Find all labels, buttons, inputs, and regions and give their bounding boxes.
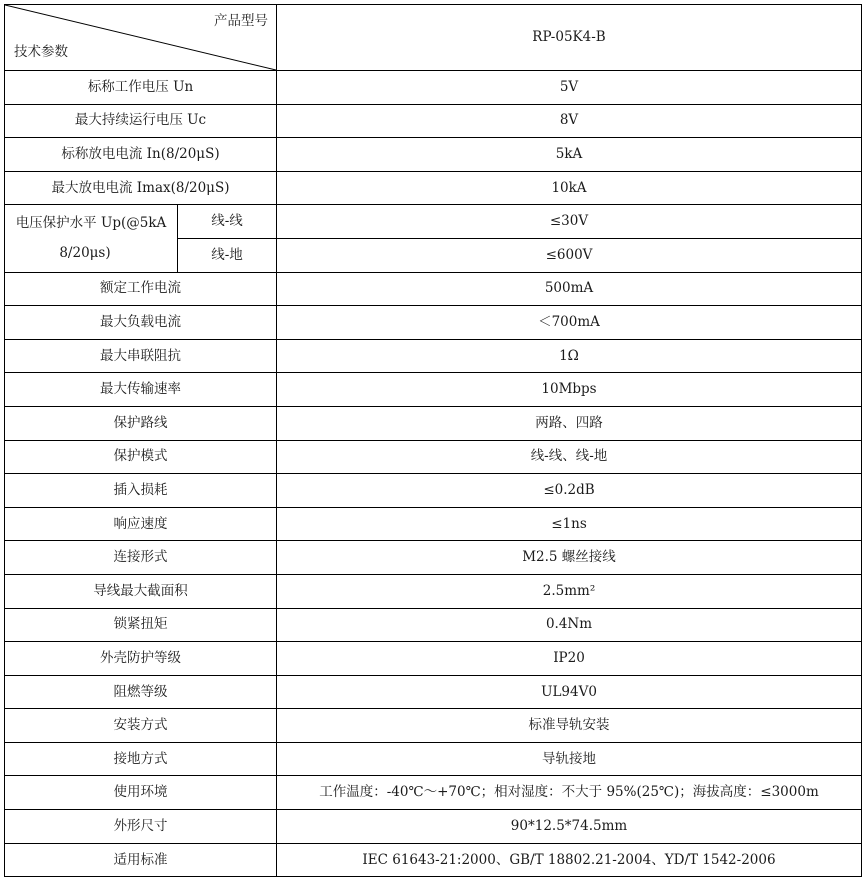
table-row	[5, 71, 862, 105]
param-value: IEC 61643-21:2000、GB/T 18802.21-2004、YD/T 1542-2006	[277, 843, 862, 877]
param-name: 连接形式	[5, 541, 277, 575]
table-row	[5, 541, 862, 575]
param-value: IP20	[277, 642, 862, 676]
table-row	[5, 574, 862, 608]
param-value: M2.5 螺丝接线	[277, 541, 862, 575]
table-row	[5, 709, 862, 743]
param-name: 最大放电电流 Imax(8/20μS)	[5, 171, 277, 205]
table-row	[5, 474, 862, 508]
param-name: 最大持续运行电压 Uc	[5, 104, 277, 138]
param-name: 锁紧扭矩	[5, 608, 277, 642]
table-row	[5, 440, 862, 474]
table-row	[5, 843, 862, 877]
param-value: 工作温度：-40℃～+70℃；相对湿度：不大于 95%(25℃)；海拔高度：≤3000m	[277, 776, 862, 810]
param-value: 10kA	[277, 171, 862, 205]
protection-level-label-line2: 8/20μs)	[59, 245, 111, 262]
param-name: 最大串联阻抗	[5, 339, 277, 373]
table-row	[5, 138, 862, 172]
param-value: 90*12.5*74.5mm	[277, 810, 862, 844]
param-value: 1Ω	[277, 339, 862, 373]
param-name: 响应速度	[5, 507, 277, 541]
param-value: ≤600V	[277, 238, 862, 272]
table-row	[5, 810, 862, 844]
param-value: 2.5mm²	[277, 574, 862, 608]
param-value: 5V	[277, 71, 862, 105]
param-value: 8V	[277, 104, 862, 138]
table-row	[5, 373, 862, 407]
param-name: 最大负载电流	[5, 306, 277, 340]
table-row	[5, 642, 862, 676]
table-row	[5, 171, 862, 205]
protection-level-row	[5, 205, 862, 239]
param-name: 标称放电电流 In(8/20μS)	[5, 138, 277, 172]
table-row	[5, 675, 862, 709]
model-cell: RP-05K4-B	[277, 5, 862, 71]
param-name: 接地方式	[5, 742, 277, 776]
table-row	[5, 742, 862, 776]
table-row	[5, 776, 862, 810]
param-name: 保护模式	[5, 440, 277, 474]
diagonal-header-cell	[5, 5, 277, 71]
param-value: 导轨接地	[277, 742, 862, 776]
tech-params-label: 技术参数	[14, 44, 68, 61]
param-name: 阻燃等级	[5, 675, 277, 709]
param-value: 线-线、线-地	[277, 440, 862, 474]
param-name: 安装方式	[5, 709, 277, 743]
param-value: ＜700mA	[277, 306, 862, 340]
table-row	[5, 406, 862, 440]
protection-level-label-line1: 电压保护水平 Up(@5kA	[15, 214, 167, 231]
param-name: 标称工作电压 Un	[5, 71, 277, 105]
param-name: 使用环境	[5, 776, 277, 810]
param-name: 外壳防护等级	[5, 642, 277, 676]
param-value: 两路、四路	[277, 406, 862, 440]
protection-level-label	[5, 205, 178, 272]
param-value: 0.4Nm	[277, 608, 862, 642]
param-value: 10Mbps	[277, 373, 862, 407]
param-value: 5kA	[277, 138, 862, 172]
param-value: UL94V0	[277, 675, 862, 709]
table-row	[5, 104, 862, 138]
sub-param-line-line: 线-线	[178, 205, 277, 239]
table-row	[5, 339, 862, 373]
param-name: 额定工作电流	[5, 272, 277, 306]
spec-table	[4, 4, 862, 877]
table-row	[5, 608, 862, 642]
param-name: 导线最大截面积	[5, 574, 277, 608]
param-value: 标准导轨安装	[277, 709, 862, 743]
param-value: ≤1ns	[277, 507, 862, 541]
param-name: 外形尺寸	[5, 810, 277, 844]
param-name: 最大传输速率	[5, 373, 277, 407]
sub-param-line-ground: 线-地	[178, 238, 277, 272]
param-name: 插入损耗	[5, 474, 277, 508]
param-value: 500mA	[277, 272, 862, 306]
param-value: ≤0.2dB	[277, 474, 862, 508]
param-value: ≤30V	[277, 205, 862, 239]
table-row	[5, 306, 862, 340]
table-row	[5, 507, 862, 541]
product-model-label: 产品型号	[214, 13, 268, 29]
header-row	[5, 5, 862, 71]
table-row	[5, 272, 862, 306]
param-name: 保护路线	[5, 406, 277, 440]
param-name: 适用标准	[5, 843, 277, 877]
